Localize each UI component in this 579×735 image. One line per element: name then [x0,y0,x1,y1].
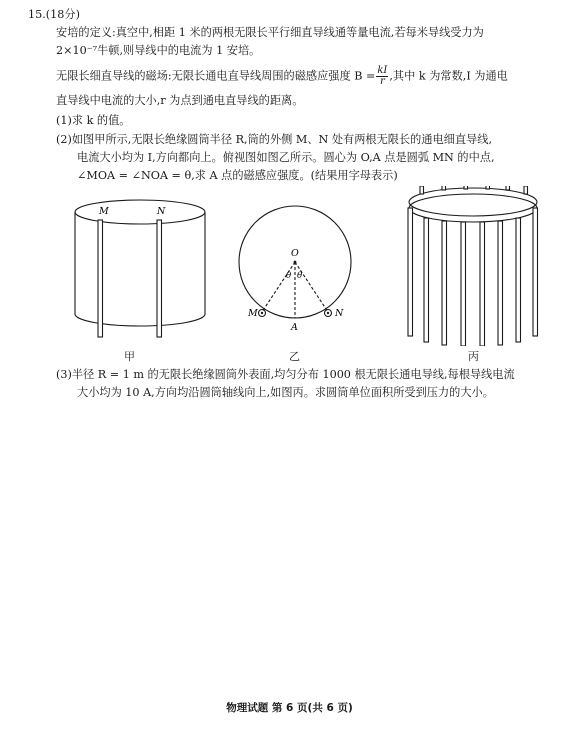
question-1: (1)求 k 的值。 [56,114,131,127]
fraction-denominator: r [379,76,385,87]
ampere-definition-line1: 安培的定义:真空中,相距 1 米的两根无限长平行细直导线通等量电流,若每米导线受力为 [56,26,484,39]
wire [461,222,466,346]
figure-yi [232,198,362,348]
label-n-jia: N [157,206,166,217]
wire [516,218,521,342]
wire-m [98,220,103,337]
field-definition-line1 [56,66,508,87]
problem-header [28,8,80,22]
center-point-o [294,261,297,264]
back-wire [524,186,528,194]
back-wire [486,186,490,189]
caption-bing: 丙 [468,350,479,363]
question-3-line1: (3)半径 R = 1 m 的无限长绝缘圆筒外表面,均匀分布 1000 根无限长通电导线,每根导线电流 [56,368,515,381]
field-definition-line2: 直导线中电流的大小,r 为点到通电直导线的距离。 [56,94,304,107]
question-2-line2: 电流大小均为 I,方向都向上。俯视图如图乙所示。圆心为 O,A 点是圆弧 MN 的中点, [77,151,495,164]
field-text-a: 无限长细直导线的磁场:无限长通电直导线周围的磁感应强度 B = [56,69,376,83]
label-n-yi: N [335,308,344,319]
back-wire [442,186,446,190]
wire [442,221,447,345]
back-wire [420,186,424,194]
label-o: O [291,248,299,259]
question-2-line1: (2)如图甲所示,无限长绝缘圆筒半径 R,筒的外侧 M、N 处有两根无限长的通电细直导线, [56,133,493,146]
label-m-yi: M [248,308,258,319]
label-a: A [291,322,298,333]
page-footer: 物理试题 第 6 页(共 6 页) [226,702,353,714]
figure-bing [398,186,548,346]
fraction-numerator: kI [377,65,388,76]
problem-number: 15. [28,8,46,21]
cylinder-top-ellipse [75,200,205,224]
label-theta-left: θ [286,271,292,281]
figure-jia [65,192,215,344]
wire [480,222,485,346]
back-wire [464,186,468,189]
cylinder-bottom-arc [75,314,205,326]
question-2-line3: ∠MOA = ∠NOA = θ,求 A 点的磁感应强度。(结果用字母表示) [77,169,398,182]
wire [498,221,503,345]
field-formula-fraction [376,66,388,87]
caption-jia: 甲 [124,350,135,363]
question-3-line2: 大小均为 10 A,方向均沿圆筒轴线向上,如图丙。求圆筒单位面积所受到压力的大小。 [77,386,494,399]
wire [424,218,429,342]
label-theta-right: θ [297,271,303,281]
wire-m-dot [261,312,263,314]
radius-on [295,262,328,312]
field-text-b: ,其中 k 为常数,I 为通电 [389,69,508,83]
cylinder-top-rim [409,188,537,216]
label-m-jia: M [99,206,109,217]
caption-yi: 乙 [289,350,300,363]
wire-n [157,220,162,337]
radius-om [262,262,295,312]
ampere-definition-line2: 2×10⁻⁷牛顿,则导线中的电流为 1 安培。 [56,44,261,57]
wire [533,208,538,336]
back-wire [506,186,510,190]
wire-n-dot [327,312,329,314]
problem-score: (18分) [45,8,80,21]
wire [408,208,413,336]
